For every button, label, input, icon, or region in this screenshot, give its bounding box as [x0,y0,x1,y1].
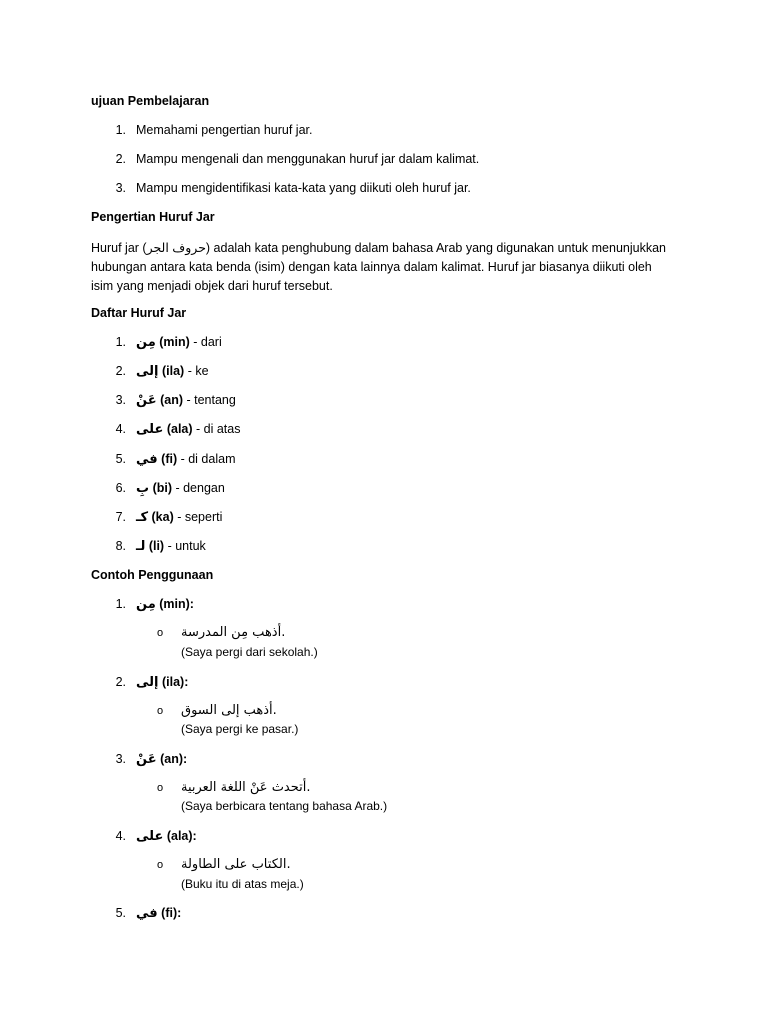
transliteration: (an) [160,393,183,407]
example-sentence: الكتاب على الطاولة. [181,857,291,872]
meaning: - ke [184,364,209,378]
objective-number: 1. [115,123,126,137]
definition-line: hubungan antara kata benda (isim) dengan kata lainnya dalam kalimat. Huruf jar biasanya diikuti oleh [91,260,652,274]
transliteration: (min): [159,597,194,611]
arabic-term: على [136,422,164,437]
list-heading: Daftar Huruf Jar [91,306,187,320]
list-item [136,393,236,408]
transliteration: (bi) [152,481,172,495]
list-number: 7. [115,510,126,524]
transliteration: (an): [160,752,188,766]
example-sentence: أذهب إلى السوق. [181,703,277,718]
transliteration: (ala): [166,829,197,843]
examples-heading: Contoh Penggunaan [91,568,214,582]
objective-number: 3. [115,181,126,195]
objective-number: 2. [115,152,126,166]
example-translation: (Saya pergi dari sekolah.) [181,645,318,659]
arabic-term: عَنْ [136,393,157,408]
transliteration: (min) [159,335,190,349]
example-translation: (Buku itu di atas meja.) [181,877,304,891]
example-number: 4. [115,829,126,843]
list-item [136,510,222,525]
arabic-term: إلى [136,675,159,690]
objective-item: Mampu mengenali dan menggunakan huruf jar dalam kalimat. [136,152,480,166]
example-translation: (Saya berbicara tentang bahasa Arab.) [181,799,388,813]
list-item [136,539,206,554]
definition-line: Huruf jar (حروف الجر) adalah kata penghubung dalam bahasa Arab yang digunakan untuk menunjukkan [91,241,666,255]
arabic-term: في [136,906,158,921]
meaning: - dengan [172,481,225,495]
meaning: - untuk [164,539,206,553]
transliteration: (li) [148,539,165,553]
arabic-term: كـ [136,510,149,525]
arabic-term: عَنْ [136,752,157,767]
list-number: 8. [115,539,126,553]
list-number: 3. [115,393,126,407]
example-sentence: أذهب مِن المدرسة. [181,625,286,640]
arabic-term: إلى [136,364,159,379]
list-number: 6. [115,481,126,495]
meaning: - di dalam [177,452,236,466]
example-number: 1. [115,597,126,611]
list-number: 5. [115,452,126,466]
objective-item: Memahami pengertian huruf jar. [136,123,313,137]
example-title [136,675,188,690]
meaning: - di atas [192,422,241,436]
list-number: 1. [115,335,126,349]
transliteration: (ila) [161,364,185,378]
example-number: 3. [115,752,126,766]
arabic-term: مِن [136,335,156,350]
arabic-term: بِ [136,481,150,496]
meaning: - tentang [183,393,236,407]
objectives-heading: ujuan Pembelajaran [91,94,210,108]
example-title [136,906,181,921]
bullet-marker: o [157,782,164,794]
example-number: 5. [115,906,126,920]
arabic-term: لـ [136,539,146,554]
example-translation: (Saya pergi ke pasar.) [181,722,299,736]
list-item [136,481,225,496]
transliteration: (ala) [166,422,193,436]
list-number: 4. [115,422,126,436]
example-title [136,597,194,612]
example-sentence: أتحدث عَنْ اللغة العربية. [181,780,311,795]
definition-line: isim yang menjadi objek dari huruf tersebut. [91,279,333,293]
example-title [136,752,187,767]
list-item [136,452,235,467]
bullet-marker: o [157,859,164,871]
arabic-term: مِن [136,597,156,612]
transliteration: (ila): [161,675,189,689]
bullet-marker: o [157,705,164,717]
example-number: 2. [115,675,126,689]
transliteration: (fi) [161,452,178,466]
list-item [136,364,209,379]
meaning: - seperti [173,510,223,524]
list-number: 2. [115,364,126,378]
arabic-term: في [136,452,158,467]
arabic-term: على [136,829,164,844]
objective-item: Mampu mengidentifikasi kata-kata yang diikuti oleh huruf jar. [136,181,471,195]
transliteration: (ka) [151,510,174,524]
list-item [136,335,222,350]
example-title [136,829,197,844]
meaning: - dari [189,335,222,349]
bullet-marker: o [157,627,164,639]
definition-paragraph [91,239,691,296]
list-item [136,422,240,437]
definition-heading: Pengertian Huruf Jar [91,210,215,224]
transliteration: (fi): [161,906,182,920]
